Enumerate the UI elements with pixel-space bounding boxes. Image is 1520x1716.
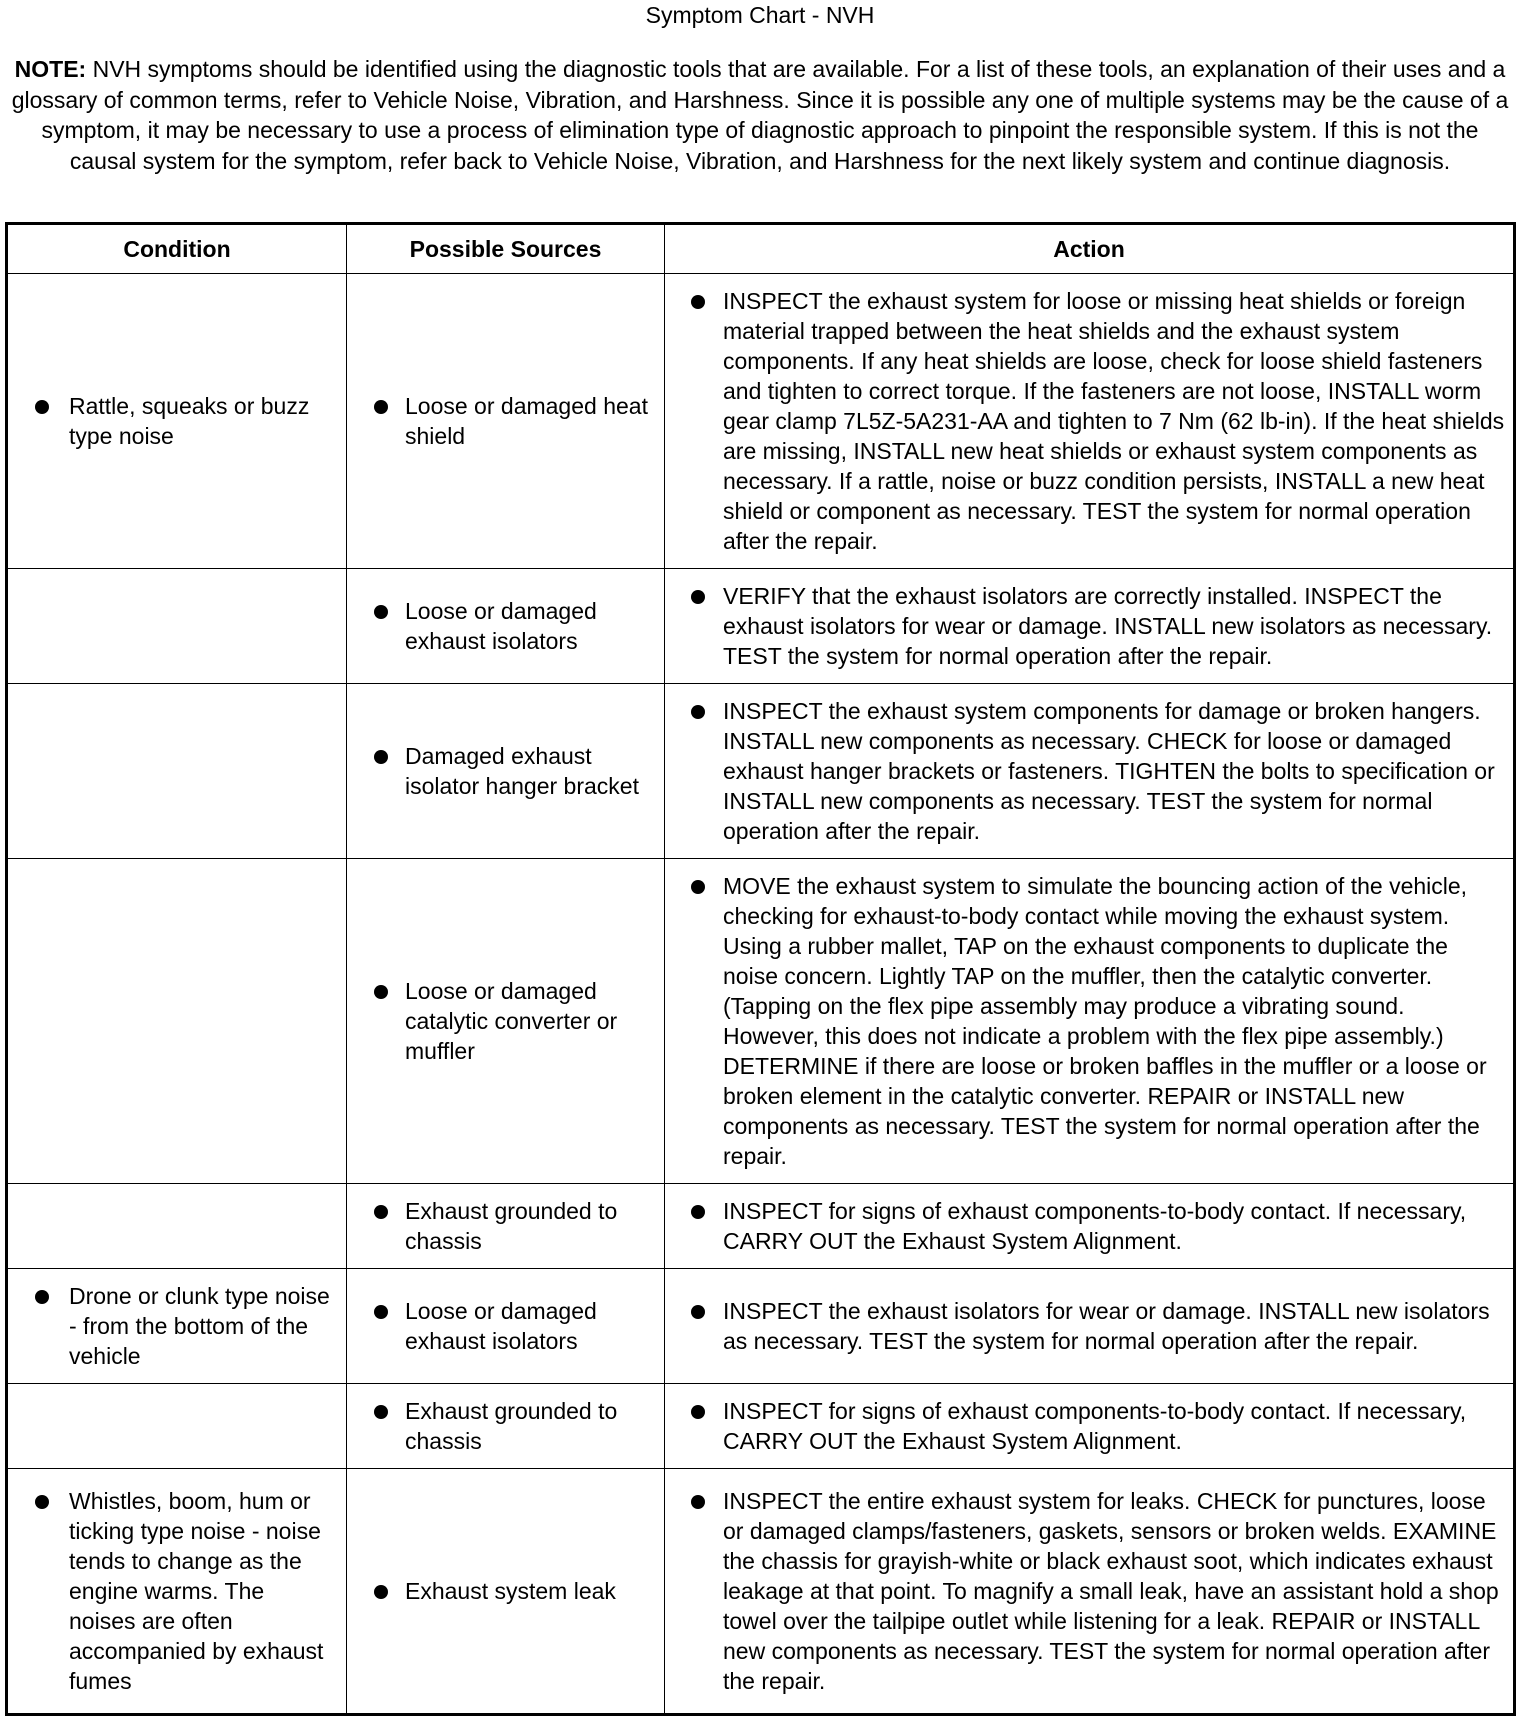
source-item	[347, 1564, 664, 1618]
source-item	[347, 379, 664, 463]
bullet-icon	[374, 1305, 388, 1319]
action-cell	[665, 1269, 1515, 1384]
source-cell	[347, 569, 665, 684]
source-text: Loose or damaged exhaust isolators	[405, 1298, 597, 1354]
action-item	[665, 1474, 1513, 1708]
table-header-row	[7, 224, 1515, 274]
bullet-icon	[374, 1205, 388, 1219]
source-item	[347, 964, 664, 1078]
table-row	[7, 569, 1515, 684]
action-item	[665, 1384, 1513, 1468]
source-cell	[347, 1384, 665, 1469]
bullet-icon	[35, 1495, 49, 1509]
bullet-icon	[374, 400, 388, 414]
action-text: MOVE the exhaust system to simulate the bouncing action of the vehicle, checking for exhaust-to-body contact while moving the exhaust system. Using a rubber mallet, TAP on the exhaust components to duplicate the noise concern. Lightly TAP on the muffler, then the catalytic converter. (Tapping on the flex pipe assembly may produce a vibrating sound. However, this does not indicate a problem with the flex pipe assembly.) DETERMINE if there are loose or broken baffles in the muffler or a loose or broken element in the catalytic converter. REPAIR or INSTALL new components as necessary. TEST the system for normal operation after the repair.	[723, 873, 1487, 1169]
source-item	[347, 729, 664, 813]
action-text: INSPECT the exhaust system for loose or missing heat shields or foreign material trapped between the heat shields and the exhaust system components. If any heat shields are loose, check for loose shield fasteners and tighten to correct torque. If the fasteners are not loose, INSTALL worm gear clamp 7L5Z-5A231-AA and tighten to 7 Nm (62 lb-in). If the heat shields are missing, INSTALL new heat shields or exhaust system components as necessary. If a rattle, noise or buzz condition persists, INSTALL a new heat shield or component as necessary. TEST the system for normal operation after the repair.	[723, 288, 1505, 554]
bullet-icon	[374, 1585, 388, 1599]
table-row	[7, 1384, 1515, 1469]
source-text: Damaged exhaust isolator hanger bracket	[405, 743, 639, 799]
bullet-icon	[691, 295, 705, 309]
condition-text: Whistles, boom, hum or ticking type noise - noise tends to change as the engine warms. The noises are often accompanied by exhaust fumes	[69, 1488, 324, 1694]
condition-item	[8, 1269, 346, 1383]
condition-cell	[7, 274, 347, 569]
source-text: Exhaust system leak	[405, 1578, 616, 1604]
bullet-icon	[374, 1405, 388, 1419]
note-paragraph	[10, 54, 1510, 176]
condition-cell	[7, 684, 347, 859]
source-cell	[347, 1269, 665, 1384]
page-title: Symptom Chart - NVH	[645, 2, 875, 28]
table-row	[7, 859, 1515, 1184]
action-cell	[665, 569, 1515, 684]
source-item	[347, 1284, 664, 1368]
action-item	[665, 1284, 1513, 1368]
header-action: Action	[665, 224, 1515, 274]
bullet-icon	[374, 985, 388, 999]
action-text: INSPECT the exhaust isolators for wear or damage. INSTALL new isolators as necessary. TEST the system for normal operation after the repair.	[723, 1298, 1490, 1354]
bullet-icon	[691, 1205, 705, 1219]
action-item	[665, 1184, 1513, 1268]
bullet-icon	[691, 705, 705, 719]
bullet-icon	[691, 1305, 705, 1319]
action-text: INSPECT for signs of exhaust components-to-body contact. If necessary, CARRY OUT the Exhaust System Alignment.	[723, 1198, 1467, 1254]
action-text: INSPECT the entire exhaust system for leaks. CHECK for punctures, loose or damaged clamps/fasteners, gaskets, sensors or broken welds. EXAMINE the chassis for grayish-white or black exhaust soot, which indicates exhaust leakage at that point. To magnify a small leak, have an assistant hold a shop towel over the tailpipe outlet while listening for a leak. REPAIR or INSTALL new components as necessary. TEST the system for normal operation after the repair.	[723, 1488, 1499, 1694]
source-text: Exhaust grounded to chassis	[405, 1198, 618, 1254]
table-row	[7, 1184, 1515, 1269]
source-text: Loose or damaged exhaust isolators	[405, 598, 597, 654]
symptom-chart-table	[5, 222, 1516, 1716]
action-cell	[665, 274, 1515, 569]
source-cell	[347, 274, 665, 569]
source-item	[347, 584, 664, 668]
condition-cell	[7, 1184, 347, 1269]
condition-item	[8, 379, 346, 463]
condition-text: Rattle, squeaks or buzz type noise	[69, 393, 310, 449]
source-item	[347, 1184, 664, 1268]
source-cell	[347, 1184, 665, 1269]
condition-cell	[7, 859, 347, 1184]
source-text: Loose or damaged heat shield	[405, 393, 648, 449]
action-item	[665, 274, 1513, 568]
condition-cell	[7, 569, 347, 684]
header-possible-sources: Possible Sources	[347, 224, 665, 274]
condition-cell	[7, 1469, 347, 1715]
table-row	[7, 1469, 1515, 1715]
action-text: INSPECT for signs of exhaust components-to-body contact. If necessary, CARRY OUT the Exhaust System Alignment.	[723, 1398, 1467, 1454]
action-item	[665, 569, 1513, 683]
condition-text: Drone or clunk type noise - from the bottom of the vehicle	[69, 1283, 330, 1369]
action-item	[665, 684, 1513, 858]
source-text: Exhaust grounded to chassis	[405, 1398, 618, 1454]
action-cell	[665, 1469, 1515, 1715]
condition-cell	[7, 1269, 347, 1384]
source-cell	[347, 684, 665, 859]
action-text: VERIFY that the exhaust isolators are correctly installed. INSPECT the exhaust isolators for wear or damage. INSTALL new isolators as necessary. TEST the system for normal operation after the repair.	[723, 583, 1493, 669]
bullet-icon	[35, 400, 49, 414]
source-cell	[347, 859, 665, 1184]
table-row	[7, 684, 1515, 859]
condition-cell	[7, 1384, 347, 1469]
bullet-icon	[691, 590, 705, 604]
source-cell	[347, 1469, 665, 1715]
action-text: INSPECT the exhaust system components for damage or broken hangers. INSTALL new components as necessary. CHECK for loose or damaged exhaust hanger brackets or fasteners. TIGHTEN the bolts to specification or INSTALL new components as necessary. TEST the system for normal operation after the repair.	[723, 698, 1495, 844]
action-cell	[665, 859, 1515, 1184]
table-row	[7, 274, 1515, 569]
note-text: NVH symptoms should be identified using the diagnostic tools that are available. For a list of these tools, an explanation of their uses and a glossary of common terms, refer to Vehicle Noise, Vibration, and Harshness. Since it is possible any one of multiple systems may be the cause of a symptom, it may be necessary to use a process of elimination type of diagnostic approach to pinpoint the responsible system. If this is not the causal system for the symptom, refer back to Vehicle Noise, Vibration, and Harshness for the next likely system and continue diagnosis.	[11, 56, 1509, 174]
bullet-icon	[374, 605, 388, 619]
bullet-icon	[35, 1290, 49, 1304]
bullet-icon	[691, 1495, 705, 1509]
action-cell	[665, 1184, 1515, 1269]
action-cell	[665, 1384, 1515, 1469]
table-row	[7, 1269, 1515, 1384]
bullet-icon	[374, 750, 388, 764]
condition-item	[8, 1474, 346, 1708]
source-text: Loose or damaged catalytic converter or muffler	[405, 978, 618, 1064]
header-condition: Condition	[7, 224, 347, 274]
table-body	[7, 274, 1515, 1715]
action-cell	[665, 684, 1515, 859]
action-item	[665, 859, 1513, 1183]
note-label: NOTE:	[14, 56, 87, 82]
bullet-icon	[691, 1405, 705, 1419]
source-item	[347, 1384, 664, 1468]
bullet-icon	[691, 880, 705, 894]
